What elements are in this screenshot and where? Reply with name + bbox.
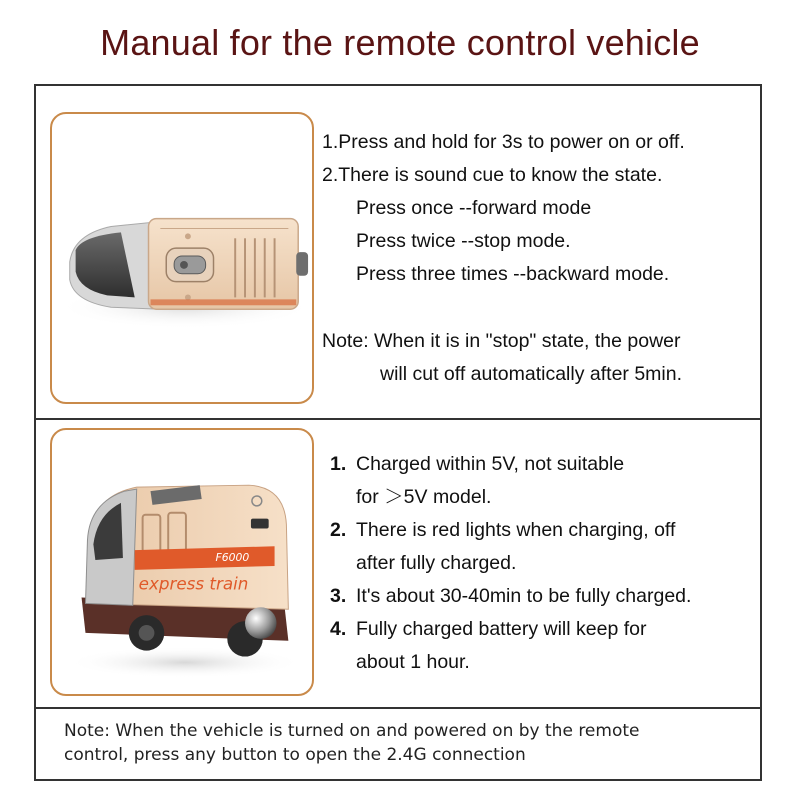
train-side-view-panel xyxy=(50,428,314,696)
page-title: Manual for the remote control vehicle xyxy=(100,22,700,63)
charging-item: 1. Charged within 5V, not suitable xyxy=(330,453,625,475)
train-top-view-panel xyxy=(50,112,314,404)
mode-line: Press three times --backward mode. xyxy=(356,263,670,285)
section-divider xyxy=(36,418,760,420)
charging-item: 4. Fully charged battery will keep for xyxy=(330,618,647,640)
instruction-line: 1.Press and hold for 3s to power on or off. xyxy=(322,131,685,153)
charging-item: 3. It's about 30-40min to be fully charged. xyxy=(330,585,692,607)
stop-note-line: will cut off automatically after 5min. xyxy=(380,363,683,385)
charging-instructions xyxy=(330,448,691,679)
mode-line: Press once --forward mode xyxy=(356,197,592,219)
model-label: F6000 xyxy=(215,551,250,565)
connection-note-line: Note: When the vehicle is turned on and powered on by the remote xyxy=(64,721,640,741)
mode-line: Press twice --stop mode. xyxy=(356,230,571,252)
charging-item-cont: for ＞5V model. xyxy=(356,486,492,508)
brand-label: express train xyxy=(138,573,249,594)
power-instructions xyxy=(322,126,685,391)
connection-note xyxy=(64,719,754,767)
stop-note-line: Note: When it is in "stop" state, the power xyxy=(322,330,681,352)
section-divider xyxy=(36,707,760,709)
charging-item: 2. There is red lights when charging, off xyxy=(330,519,676,541)
charging-item-cont: about 1 hour. xyxy=(356,651,470,673)
train-side-view-icon xyxy=(52,430,312,694)
charging-item-cont: after fully charged. xyxy=(356,552,517,574)
instruction-line: 2.There is sound cue to know the state. xyxy=(322,164,663,186)
train-top-view-icon xyxy=(52,114,312,402)
manual-frame xyxy=(34,84,762,781)
connection-note-line: control, press any button to open the 2.4G connection xyxy=(64,745,526,765)
